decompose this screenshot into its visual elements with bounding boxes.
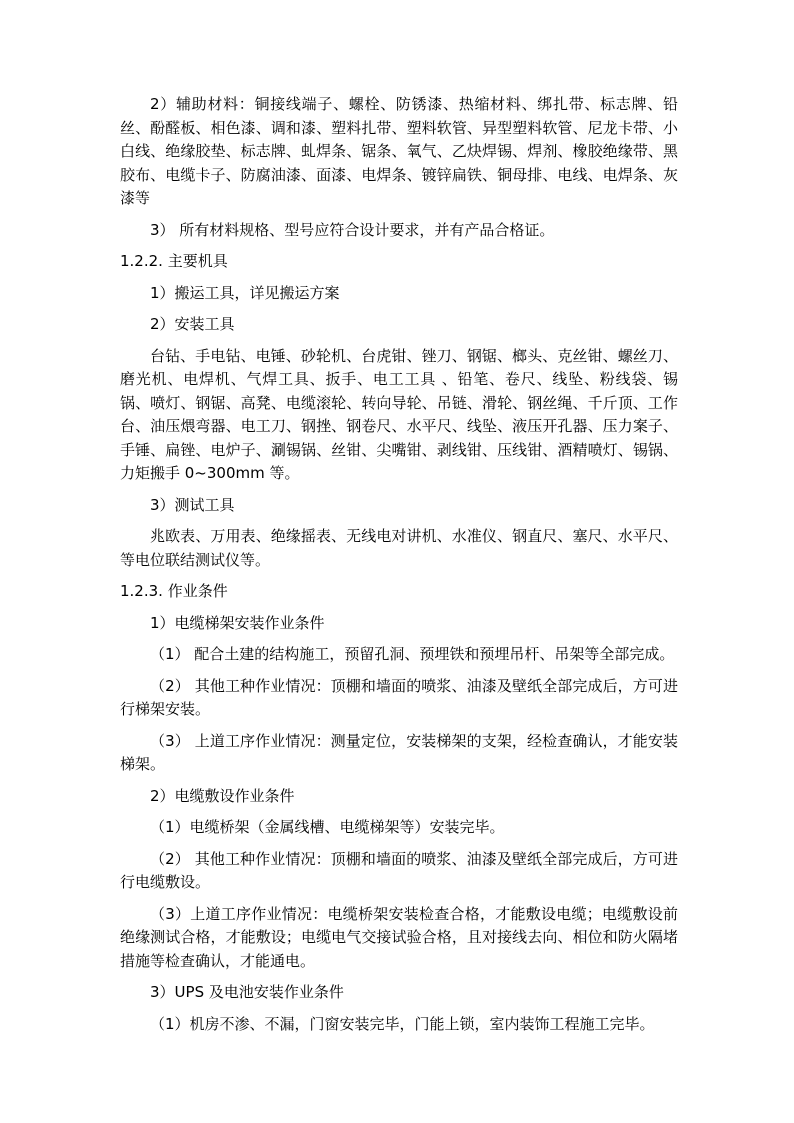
paragraph-installation-tools-heading: 2）安装工具 xyxy=(150,315,235,333)
paragraph-ladder-conditions-heading: 1）电缆梯架安装作业条件 xyxy=(150,613,325,632)
paragraph-material-spec: 3） 所有材料规格、型号应符合设计要求，并有产品合格证。 xyxy=(150,220,555,239)
paragraph-test-tools-heading: 3）测试工具 xyxy=(150,495,235,514)
paragraph-ladder-condition-3: （3） 上道工序作业情况：测量定位，安装梯架的支架，经检查确认，才能安装梯架。 xyxy=(120,731,678,773)
paragraph-cable-laying-heading: 2）电缆敷设作业条件 xyxy=(150,786,295,805)
paragraph-cable-condition-3: （3）上道工序作业情况：电缆桥架安装检查合格，才能敷设电缆；电缆敷设前绝缘测试合格，才能敷设；电缆电气交接试验合格，且对接线去向、相位和防火隔堵措施等检查确认，才能通电。 xyxy=(120,904,678,970)
paragraph-installation-tools-list: 台钻、手电钻、电锤、砂轮机、台虎钳、锉刀、钢锯、榔头、克丝钳、螺丝刀、磨光机、电焊机、气焊工具、扳手、电工工具 、铅笔、卷尺、线坠、粉线袋、锡锅、喷灯、钢锯、高凳、电缆滚轮、转向导轮、吊链、滑轮、钢丝绳、千斤顶、工作台、油压煨弯器、电工刀、钢挫、钢卷尺、水平尺、线坠、液压开孔器、压力案子、手锤、扁锉、电炉子、涮锡锅、丝钳、尖嘴钳、剥线钳、压线钳、酒精喷灯、锡锅、力矩搬手 0~300mm 等。 xyxy=(120,346,678,482)
paragraph-test-tools-list: 兆欧表、万用表、绝缘摇表、无线电对讲机、水准仪、钢直尺、塞尺、水平尺、等电位联结测试仪等。 xyxy=(120,527,678,569)
paragraph-ups-heading: 3）UPS 及电池安装作业条件 xyxy=(150,983,344,1001)
paragraph-ups-condition-1: （1）机房不渗、不漏，门窗安装完毕，门能上锁，室内装饰工程施工完毕。 xyxy=(150,1014,655,1033)
paragraph-cable-condition-2: （2） 其他工种作业情况：顶棚和墙面的喷浆、油漆及壁纸全部完成后，方可进行电缆敷设。 xyxy=(120,849,678,891)
paragraph-cable-condition-1: （1）电缆桥架（金属线槽、电缆梯架等）安装完毕。 xyxy=(150,818,505,836)
paragraph-ladder-condition-2: （2） 其他工种作业情况：顶棚和墙面的喷浆、油漆及壁纸全部完成后，方可进行梯架安装。 xyxy=(120,676,678,718)
paragraph-auxiliary-materials: 2）辅助材料：铜接线端子、螺栓、防锈漆、热缩材料、绑扎带、标志牌、铅丝、酚醛板、相色漆、调和漆、塑料扎带、塑料软管、异型塑料软管、尼龙卡带、小白线、绝缘胶垫、标志牌、虬焊条、锯条、氧气、乙炔焊锡、焊剂、橡胶绝缘带、黑胶布、电缆卡子、防腐油漆、面漆、电焊条、镀锌扁铁、铜母排、电线、电焊条、灰漆等 xyxy=(120,95,678,207)
document-page xyxy=(120,93,678,1044)
section-heading-1-2-2: 1.2.2. 主要机具 xyxy=(120,252,228,270)
paragraph-ladder-condition-1: （1） 配合土建的结构施工，预留孔洞、预埋铁和预埋吊杆、吊架等全部完成。 xyxy=(150,645,675,663)
paragraph-handling-tools: 1）搬运工具，详见搬运方案 xyxy=(150,283,340,302)
section-heading-1-2-3: 1.2.3. 作业条件 xyxy=(120,582,228,600)
